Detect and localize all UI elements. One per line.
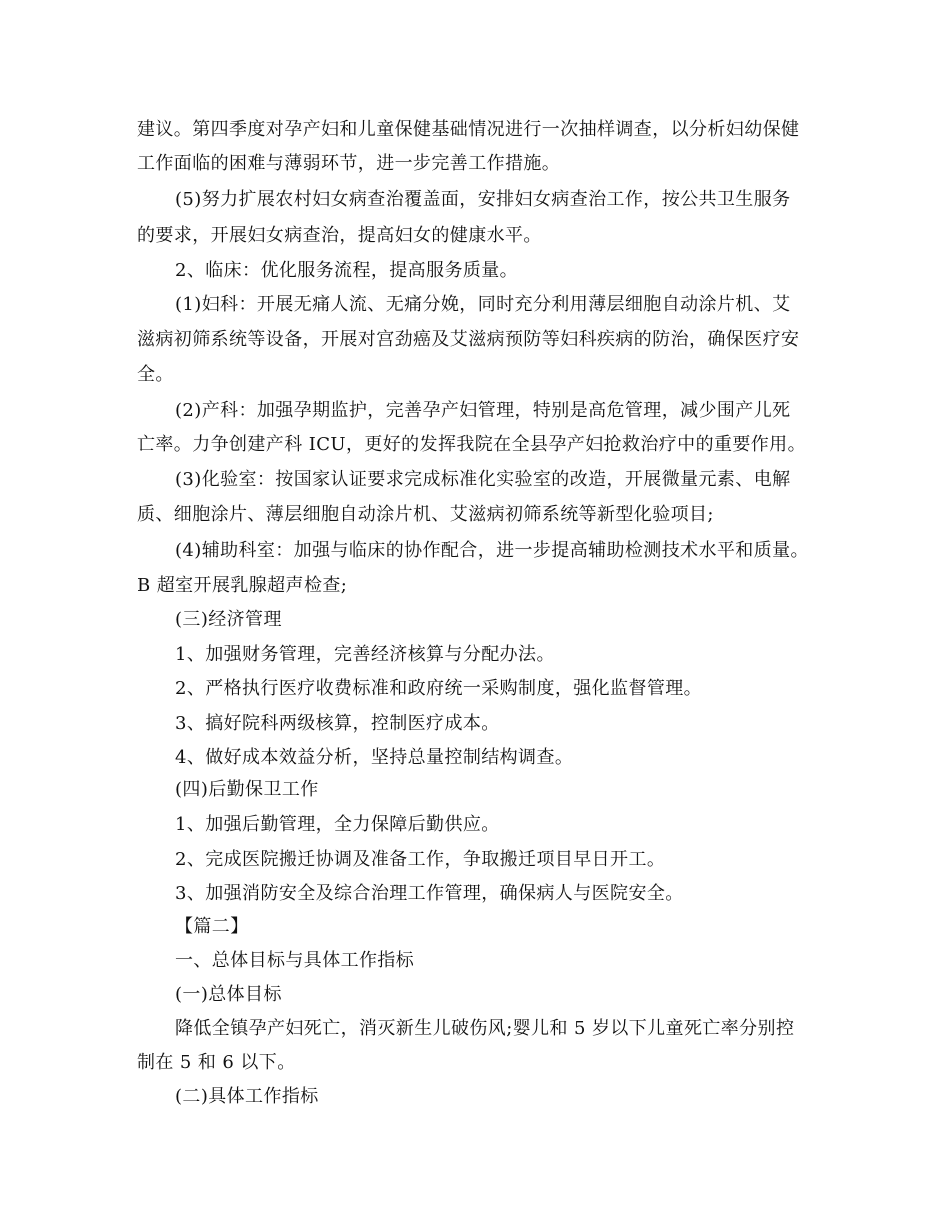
text-line: (5)努力扩展农村妇女病查治覆盖面，安排妇女病查治工作，按公共卫生服务 (175, 189, 791, 210)
text-line: (3)化验室：按国家认证要求完成标准化实验室的改造，开展微量元素、电解 (175, 469, 791, 490)
text-line: (2)产科：加强孕期监护，完善孕产妇管理，特别是高危管理，减少围产儿死 (175, 400, 791, 421)
text-line: 制在 5 和 6 以下。 (137, 1052, 296, 1073)
list-item: 1、加强财务管理，完善经济核算与分配办法。 (175, 644, 555, 665)
list-item: 2、完成医院搬迁协调及准备工作，争取搬迁项目早日开工。 (175, 849, 666, 870)
text-line: 质、细胞涂片、薄层细胞自动涂片机、艾滋病初筛系统等新型化验项目; (137, 504, 714, 525)
text-line: 的要求，开展妇女病查治，提高妇女的健康水平。 (137, 225, 542, 246)
section-heading: (三)经济管理 (175, 609, 282, 630)
text-line: 亡率。力争创建产科 ICU，更好的发挥我院在全县孕产妇抢救治疗中的重要作用。 (137, 434, 806, 455)
section-heading: (二)具体工作指标 (175, 1086, 319, 1107)
text-line: 工作面临的困难与薄弱环节，进一步完善工作措施。 (137, 153, 561, 174)
text-line: B 超室开展乳腺超声检查; (137, 575, 348, 596)
list-item: 3、加强消防安全及综合治理工作管理，确保病人与医院安全。 (175, 883, 684, 904)
section-heading: 2、临床：优化服务流程，提高服务质量。 (175, 260, 519, 281)
list-item: 3、搞好院科两级核算，控制医疗成本。 (175, 713, 500, 734)
text-line: 降低全镇孕产妇死亡，消灭新生儿破伤风;婴儿和 5 岁以下儿童死亡率分别控 (175, 1018, 795, 1039)
list-item: 4、做好成本效益分析，坚持总量控制结构调查。 (175, 747, 574, 768)
text-line: (4)辅助科室：加强与临床的协作配合，进一步提高辅助检测技术水平和质量。 (175, 540, 809, 561)
text-line: 滋病初筛系统等设备，开展对宫劲癌及艾滋病预防等妇科疾病的防治，确保医疗安 (137, 329, 800, 350)
text-line: (1)妇科：开展无痛人流、无痛分娩，同时充分利用薄层细胞自动涂片机、艾 (175, 294, 791, 315)
section-heading: (一)总体目标 (175, 984, 282, 1005)
section-heading: (四)后勤保卫工作 (175, 779, 319, 800)
text-line: 全。 (137, 364, 174, 385)
text-line: 建议。第四季度对孕产妇和儿童保健基础情况进行一次抽样调查，以分析妇幼保健 (137, 119, 800, 140)
list-item: 2、严格执行医疗收费标准和政府统一采购制度，强化监督管理。 (175, 678, 703, 699)
section-heading: 一、总体目标与具体工作指标 (175, 950, 415, 971)
chapter-heading: 【篇二】 (175, 916, 249, 937)
list-item: 1、加强后勤管理，全力保障后勤供应。 (175, 814, 500, 835)
